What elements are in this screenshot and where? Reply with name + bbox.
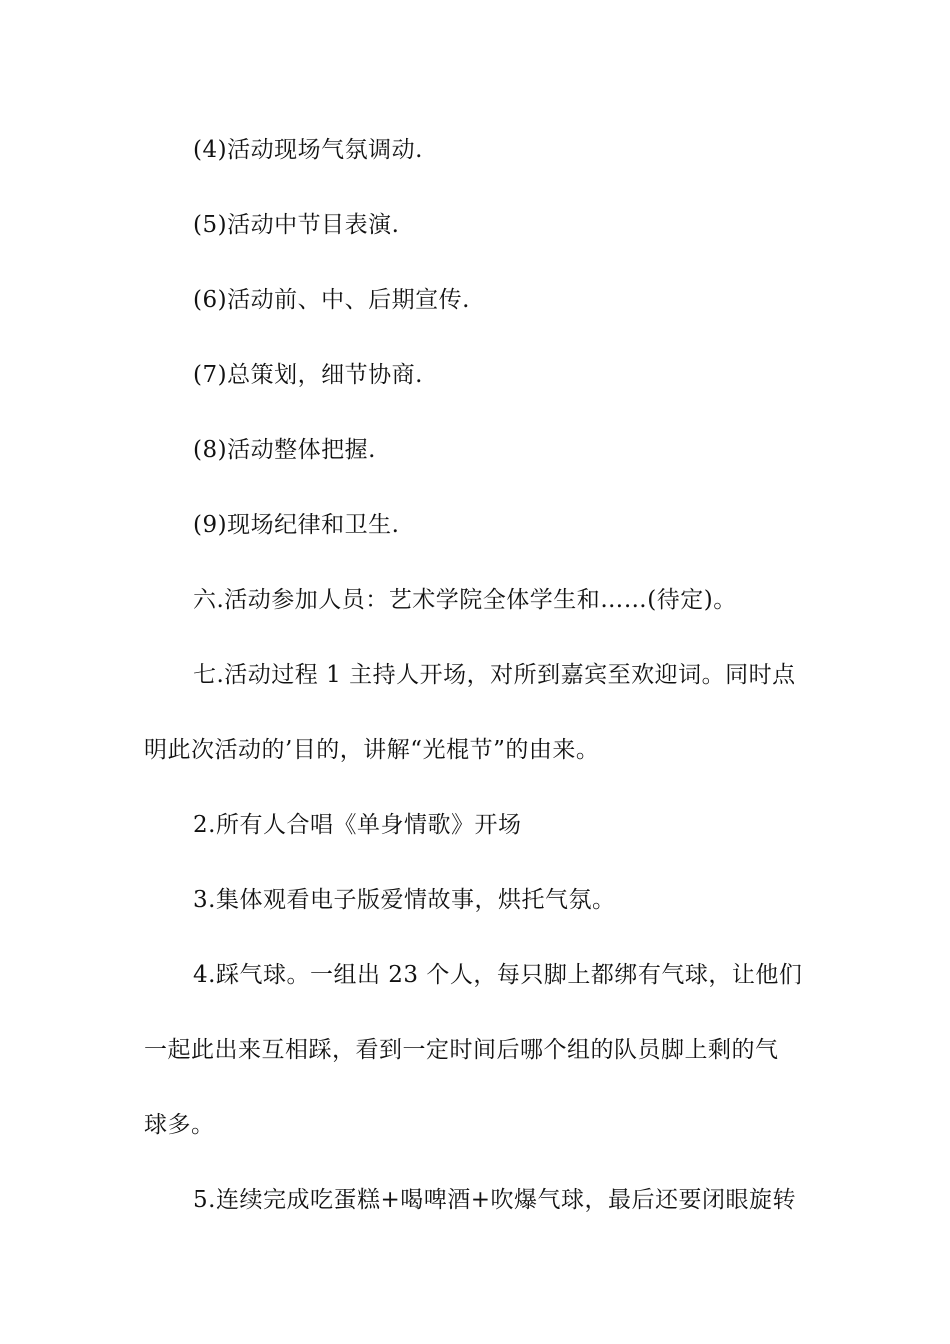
process-step-5-line-1: 5.连续完成吃蛋糕+喝啤酒+吹爆气球，最后还要闭眼旋转 <box>193 1187 796 1213</box>
list-item-7: (7)总策划，细节协商. <box>193 362 423 388</box>
process-step-4-line-2: 一起此出来互相踩，看到一定时间后哪个组的队员脚上剩的气 <box>144 1037 779 1063</box>
list-item-8: (8)活动整体把握. <box>193 437 376 463</box>
process-step-3: 3.集体观看电子版爱情故事，烘托气氛。 <box>193 887 616 913</box>
list-item-5: (5)活动中节目表演. <box>193 212 400 238</box>
section-seven-process-line-1: 七.活动过程 1 主持人开场，对所到嘉宾至欢迎词。同时点 <box>193 662 796 688</box>
section-seven-process-line-2: 明此次活动的’目的，讲解“光棍节”的由来。 <box>144 737 600 763</box>
section-six-participants: 六.活动参加人员：艺术学院全体学生和……(待定)。 <box>193 587 737 613</box>
process-step-4-line-3: 球多。 <box>144 1112 215 1138</box>
process-step-2: 2.所有人合唱《单身情歌》开场 <box>193 812 522 838</box>
list-item-9: (9)现场纪律和卫生. <box>193 512 400 538</box>
list-item-4: (4)活动现场气氛调动. <box>193 137 423 163</box>
list-item-6: (6)活动前、中、后期宣传. <box>193 287 470 313</box>
process-step-4-line-1: 4.踩气球。一组出 23 个人，每只脚上都绑有气球，让他们 <box>193 962 803 988</box>
